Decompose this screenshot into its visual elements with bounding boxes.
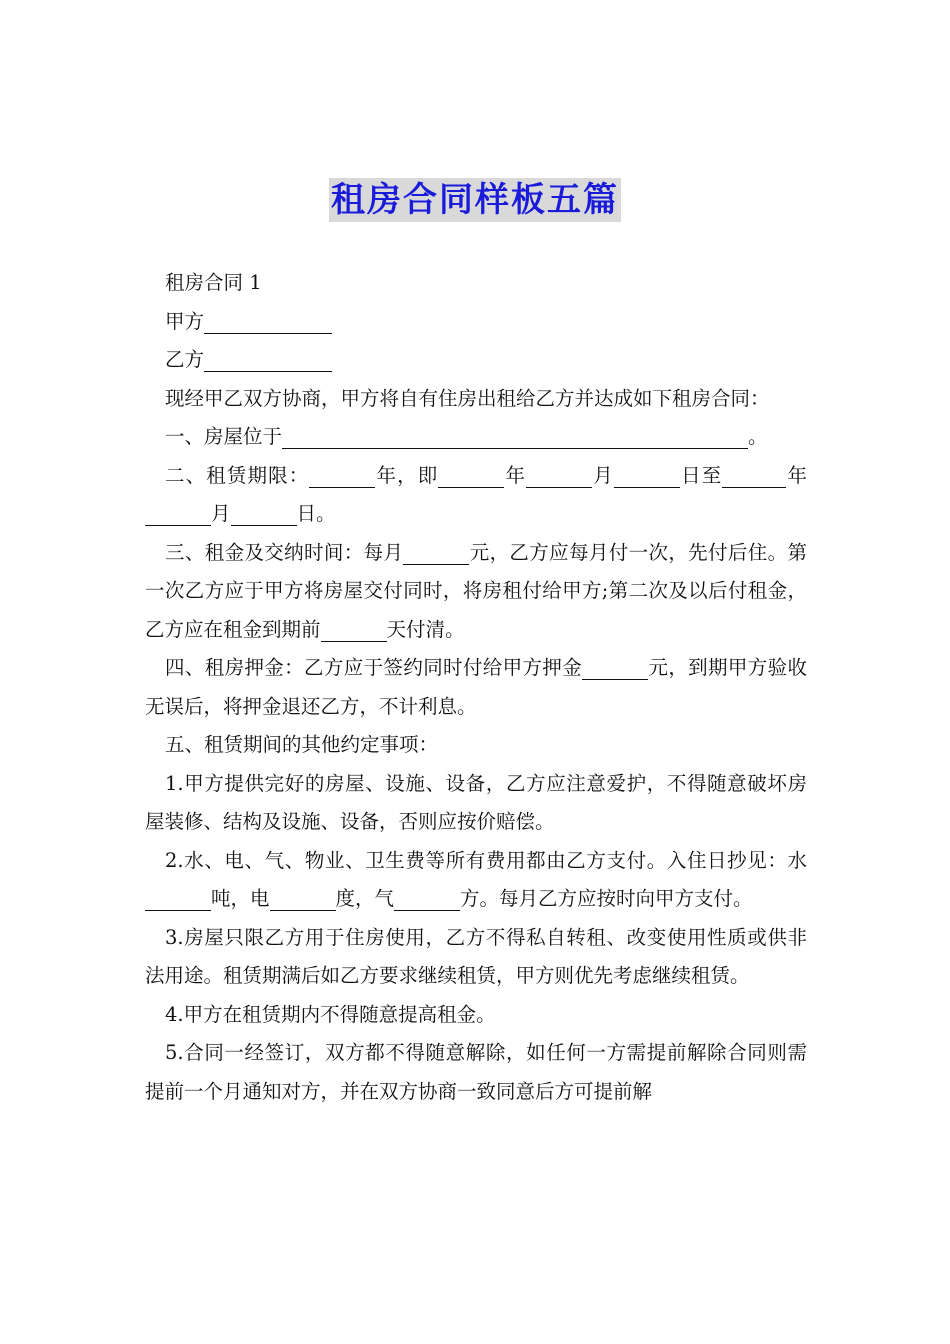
start-year-blank: [438, 465, 504, 488]
clause-2: [145, 457, 807, 534]
electric-reading-blank: [270, 888, 336, 911]
clause-3: [145, 534, 807, 650]
item-3-text: 3.房屋只限乙方用于住房使用，乙方不得私自转租、改变使用性质或供非法用途。租赁期满后如乙方要求继续租赁，甲方则优先考虑继续租赁。: [145, 925, 807, 987]
item-4-text: 4.甲方在租赁期内不得随意提高租金。: [165, 1002, 496, 1026]
item-2-text-c: 度，气: [335, 887, 395, 910]
clause-3-text-c: 天付清。: [386, 617, 465, 641]
item-1-text: 1.甲方提供完好的房屋、设施、设备，乙方应注意爱护，不得随意破坏房屋装修、结构及设施、设备，否则应按价赔偿。: [145, 771, 807, 833]
clause-4-text-b: 元，到期甲方验收无误后，将押金退还乙方，不计利息。: [145, 656, 807, 718]
start-day-blank: [614, 465, 680, 488]
intro-text: 现经甲乙双方协商，甲方将自有住房出租给乙方并达成如下租房合同：: [165, 386, 770, 410]
end-day-blank: [231, 503, 297, 526]
item-2-text-d: 方。每月乙方应按时向甲方支付。: [460, 887, 753, 910]
start-month-blank: [526, 465, 592, 488]
clause-2-text-a: 二、租赁期限：: [165, 463, 310, 487]
party-a-line: [145, 303, 807, 342]
intro-paragraph: [145, 380, 807, 419]
clause-2-text-f: 年: [786, 463, 807, 487]
clause-2-text-b: 年，即: [375, 463, 439, 487]
gas-reading-blank: [394, 888, 460, 911]
party-b-label: 乙方: [165, 348, 205, 371]
clause-5: [145, 726, 807, 765]
party-a-label: 甲方: [165, 309, 205, 333]
clause-3-text-b: 元，乙方应每月付一次，先付后住。第一次乙方应于甲方将房屋交付同时，将房租付给甲方;第二次及以后付租金，乙方应在租金到期前: [145, 540, 807, 641]
monthly-rent-blank: [403, 542, 469, 565]
end-month-blank: [145, 503, 211, 526]
party-b-line: [145, 341, 807, 380]
item-1: [145, 765, 807, 842]
contract-body: [145, 264, 807, 1111]
clause-1-text: 一、房屋位于: [165, 425, 283, 448]
item-2-text-b: 吨，电: [211, 887, 270, 910]
clause-4: [145, 649, 807, 726]
water-reading-blank: [145, 888, 211, 911]
end-year-blank: [722, 465, 786, 488]
item-2-text-a: 2.水、电、气、物业、卫生费等所有费用都由乙方支付。入住日抄见：水: [165, 848, 807, 872]
document-title-wrap: [0, 178, 950, 222]
item-5: [145, 1034, 807, 1111]
address-blank: [282, 426, 748, 449]
item-4: [145, 996, 807, 1035]
item-5-text: 5.合同一经签订，双方都不得随意解除，如任何一方需提前解除合同则需提前一个月通知对方，并在双方协商一致同意后方可提前解: [145, 1041, 807, 1103]
item-2: [145, 842, 807, 919]
contract-heading: [145, 264, 807, 303]
clause-2-text-d: 月: [592, 463, 614, 487]
clause-2-text-g: 月: [211, 502, 231, 525]
clause-3-text-a: 三、租金及交纳时间：每月: [165, 540, 404, 564]
clause-2-text-e: 日至: [679, 463, 723, 487]
clause-1-end: 。: [748, 425, 768, 448]
item-3: [145, 919, 807, 996]
clause-2-text-h: 日。: [296, 502, 336, 525]
party-a-blank: [204, 311, 332, 334]
clause-2-text-c: 年: [504, 463, 527, 487]
clause-5-text: 五、租赁期间的其他约定事项：: [165, 733, 439, 756]
clause-1: [145, 418, 807, 457]
deposit-blank: [582, 657, 648, 680]
party-b-blank: [204, 349, 332, 372]
days-before-blank: [321, 619, 387, 642]
document-title: 租房合同样板五篇: [331, 180, 619, 220]
clause-4-text-a: 四、租房押金：乙方应于签约同时付给甲方押金: [165, 656, 583, 679]
contract-heading-text: 租房合同 1: [165, 271, 262, 294]
term-years-blank: [309, 465, 375, 488]
